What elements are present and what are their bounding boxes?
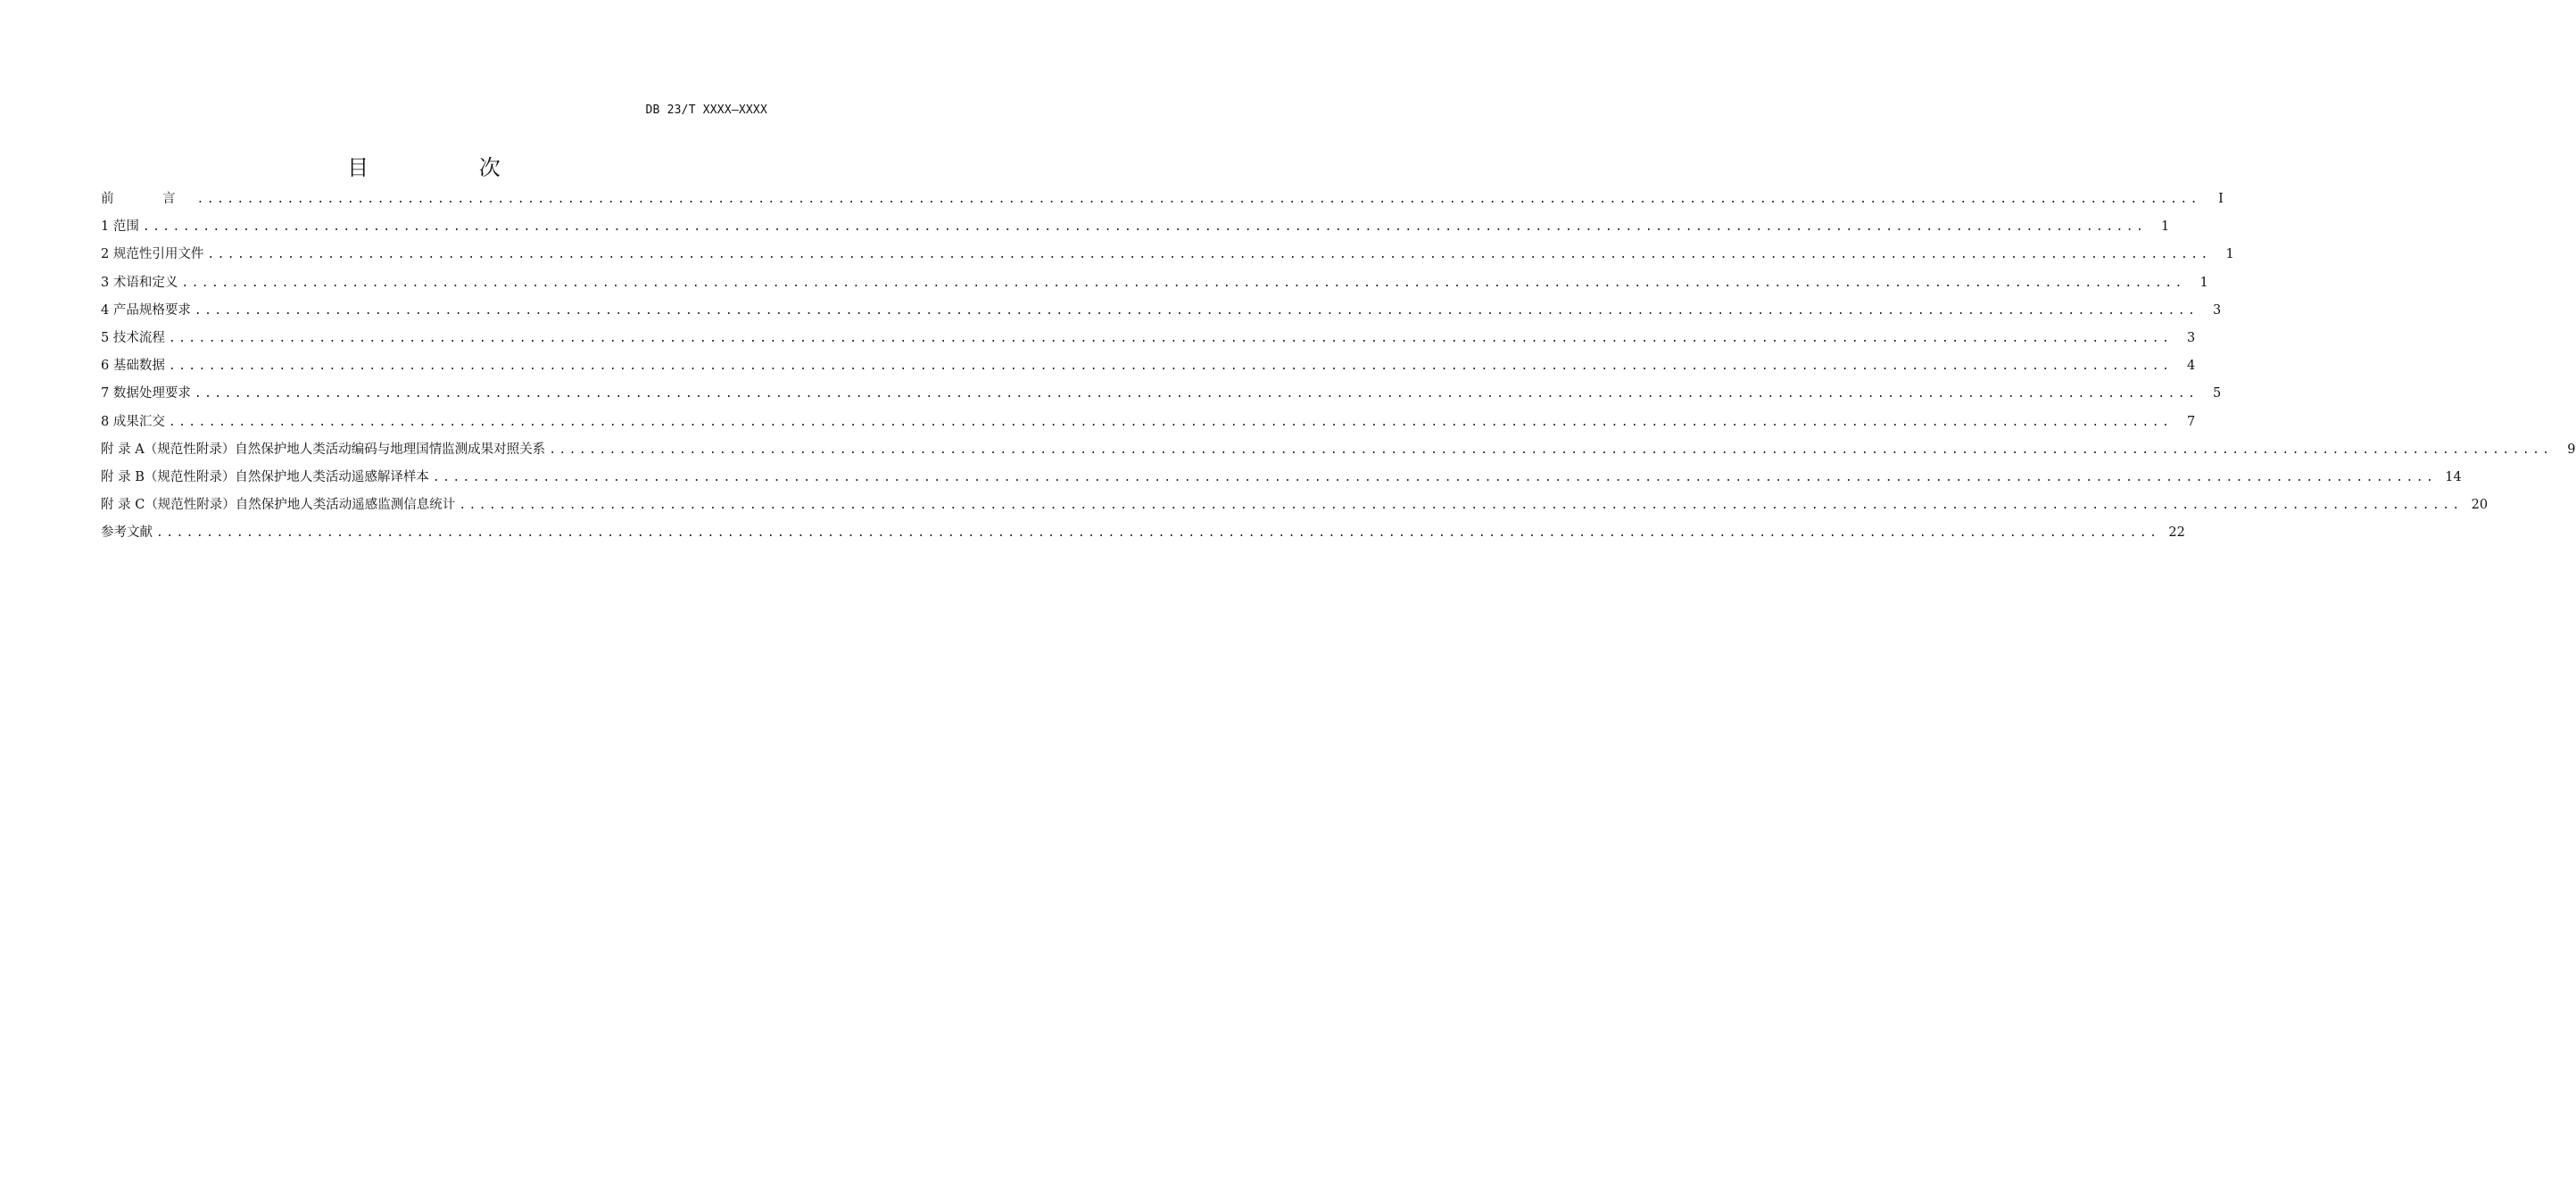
toc-entry-page: 4 xyxy=(2186,359,2196,374)
toc-entry-appendix-a[interactable] xyxy=(101,439,2576,467)
toc-entry-page: 1 xyxy=(2199,275,2208,290)
toc-entry-data-processing[interactable] xyxy=(101,383,2222,410)
toc-entry-label: 6 基础数据 xyxy=(101,359,165,374)
toc-leader-dots: ........................................................................................................................................................................................................ xyxy=(194,387,2199,401)
toc-entry-page: I xyxy=(2218,192,2224,206)
toc-entry-page: 1 xyxy=(2225,247,2234,262)
toc-leader-dots: ........................................................................................................................................................................................................ xyxy=(168,331,2173,345)
toc-leader-dots: ........................................................................................................................................................................................................ xyxy=(194,303,2199,318)
toc-entry-scope[interactable] xyxy=(101,216,2170,244)
toc-entry-appendix-c[interactable] xyxy=(101,494,2489,522)
toc-leader-dots: ........................................................................................................................................................................................................ xyxy=(142,220,2147,235)
document-code: DB 23/T XXXX—XXXX xyxy=(645,103,767,117)
toc-entry-label: 4 产品规格要求 xyxy=(101,302,191,318)
toc-entry-normative-references[interactable] xyxy=(101,244,2234,271)
toc-entry-label: 2 规范性引用文件 xyxy=(101,247,204,262)
toc-entry-results-submission[interactable] xyxy=(101,411,2196,439)
toc-entry-label: 附 录 C（规范性附录）自然保护地人类活动遥感监测信息统计 xyxy=(101,498,456,513)
toc-leader-dots: ........................................................................................................................................................................................................ xyxy=(207,248,2211,262)
toc-entry-label: 参考文献 xyxy=(101,525,153,541)
toc-leader-dots: ........................................................................................................................................................................................................ xyxy=(156,526,2160,541)
toc-entry-label: 1 范围 xyxy=(101,219,139,235)
table-of-contents xyxy=(101,188,2576,550)
toc-entry-label: 3 术语和定义 xyxy=(101,275,178,290)
toc-entry-page: 22 xyxy=(2168,525,2185,541)
toc-entry-page: 7 xyxy=(2186,414,2196,429)
toc-leader-dots: ........................................................................................................................................................................................................ xyxy=(181,276,2185,290)
toc-entry-foreword[interactable] xyxy=(101,188,2224,216)
toc-leader-dots: ........................................................................................................................................................................................................ xyxy=(168,360,2173,374)
toc-entry-page: 20 xyxy=(2471,498,2489,513)
toc-entry-page: 14 xyxy=(2445,469,2462,484)
toc-entry-label: 7 数据处理要求 xyxy=(101,386,191,401)
toc-leader-dots: ........................................................................................................................................................................................................ xyxy=(549,442,2553,457)
toc-entry-page: 3 xyxy=(2212,302,2222,318)
toc-leader-dots: ........................................................................................................................................................................................................ xyxy=(459,499,2463,513)
toc-entry-page: 1 xyxy=(2160,219,2170,235)
toc-title: 目 次 xyxy=(347,155,552,180)
toc-entry-label: 附 录 B（规范性附录）自然保护地人类活动遥感解译样本 xyxy=(101,469,429,484)
toc-leader-dots: ........................................................................................................................................................................................................ xyxy=(432,470,2437,484)
toc-entry-page: 9 xyxy=(2567,442,2576,457)
toc-entry-product-spec[interactable] xyxy=(101,300,2222,327)
toc-entry-label: 前 言 xyxy=(101,192,194,206)
toc-entry-appendix-b[interactable] xyxy=(101,467,2462,494)
toc-entry-technical-process[interactable] xyxy=(101,327,2196,355)
toc-entry-label: 5 技术流程 xyxy=(101,330,165,345)
toc-entry-page: 3 xyxy=(2186,330,2196,345)
toc-entry-label: 8 成果汇交 xyxy=(101,414,165,429)
toc-entry-label: 附 录 A（规范性附录）自然保护地人类活动编码与地理国情监测成果对照关系 xyxy=(101,442,546,457)
toc-leader-dots: ........................................................................................................................................................................................................ xyxy=(168,415,2173,429)
toc-leader-dots: ........................................................................................................................................................................................................ xyxy=(196,193,2200,206)
toc-entry-basic-data[interactable] xyxy=(101,355,2196,383)
toc-entry-terms[interactable] xyxy=(101,272,2208,300)
toc-entry-page: 5 xyxy=(2212,386,2222,401)
toc-entry-bibliography[interactable] xyxy=(101,522,2185,550)
